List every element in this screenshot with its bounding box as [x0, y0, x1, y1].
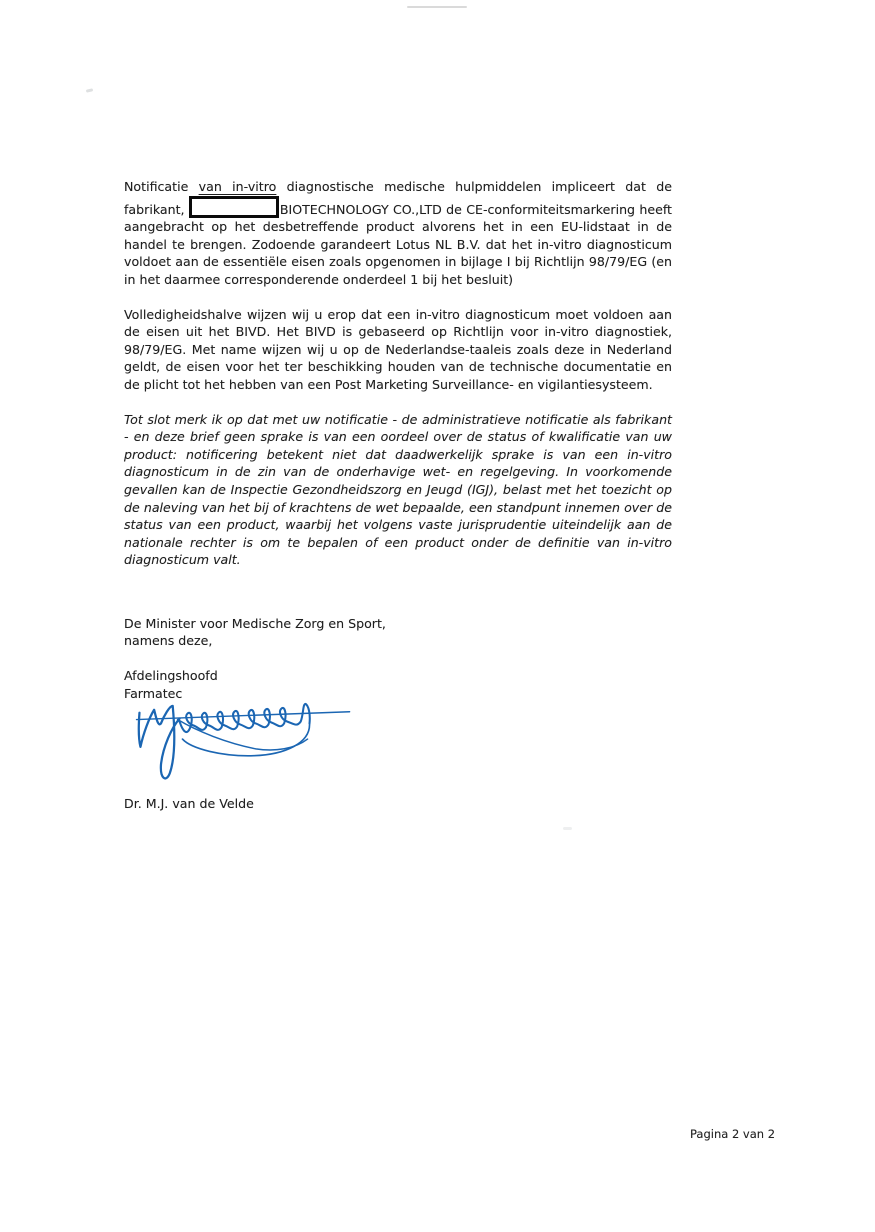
letter-body	[124, 178, 672, 813]
signoff-block	[124, 667, 672, 702]
redaction-box	[189, 196, 279, 218]
scan-artifact-top	[407, 6, 467, 8]
signature-horizontal-stroke	[137, 712, 350, 720]
signature-initial-stroke	[139, 706, 180, 779]
signoff-department: Farmatec	[124, 685, 183, 701]
paragraph-bivd-requirements: Volledigheidshalve wijzen wij u erop dat een in-vitro diagnosticum moet voldoen aan de eisen uit het BIVD. Het BIVD is gebaseerd op Richtlijn voor in-vitro diagnostiek, 98/79/EG. Met name wijzen wij u op de Nederlandse-taaleis zoals deze in Nederland geldt, de eisen voor het ter beschikking houden van de technische documentatie en de plicht tot het hebben van een Post Marketing Surveillance- en vigilantiesysteem.	[124, 306, 672, 392]
signature-image	[126, 700, 366, 786]
underlined-phrase: van in-vitro	[198, 179, 277, 194]
scan-artifact-speck	[563, 827, 572, 830]
paragraph-text: BIOTECHNOLOGY CO.,LTD de CE-conformiteitsmarkering heeft aangebracht op het desbetreffende product alvorens het in een EU-lidstaat in de handel te brengen. Zodoende garandeert Lotus NL B.V. dat het in-vitro diagnosticum voldoet aan de essentiële eisen zoals opgenomen in bijlage I bij Richtlijn 98/79/EG (en in het daarmee corresponderende onderdeel 1 bij het besluit)	[124, 201, 672, 287]
paragraph-status-disclaimer: Tot slot merk ik op dat met uw notificatie - de administratieve notificatie als fabrikant - en deze brief geen sprake is van een oordeel over de status of kwalificatie van uw product: notificering betekent niet dat daadwerkelijk sprake is van een in-vitro diagnosticum in de zin van de onderhavige wet- en regelgeving. In voorkomende gevallen kan de Inspectie Gezondheidszorg en Jeugd (IGJ), belast met het toezicht op de naleving van het bij of krachtens de wet bepaalde, een standpunt innemen over de status van een product, waarbij het volgens vaste jurisprudentie uiteindelijk aan de nationale rechter is om te bepalen of een product onder de definitie van in-vitro diagnosticum valt.	[124, 411, 672, 568]
signoff-role: Afdelingshoofd	[124, 668, 218, 684]
paragraph-text: Notificatie	[124, 179, 199, 194]
scan-artifact-speck	[86, 88, 93, 92]
paragraph-notification	[124, 178, 672, 289]
closing-namens-line: namens deze,	[124, 633, 213, 649]
page-number: Pagina 2 van 2	[690, 1127, 776, 1141]
closing-minister-line: De Minister voor Medische Zorg en Sport,	[124, 615, 386, 631]
closing-block	[124, 615, 672, 650]
signer-name: Dr. M.J. van de Velde	[124, 796, 254, 812]
paragraph-text: diagnostische medische hulpmiddelen impliceert dat de fabrikant,	[124, 179, 672, 217]
signature-diagonal-stroke	[178, 720, 308, 750]
